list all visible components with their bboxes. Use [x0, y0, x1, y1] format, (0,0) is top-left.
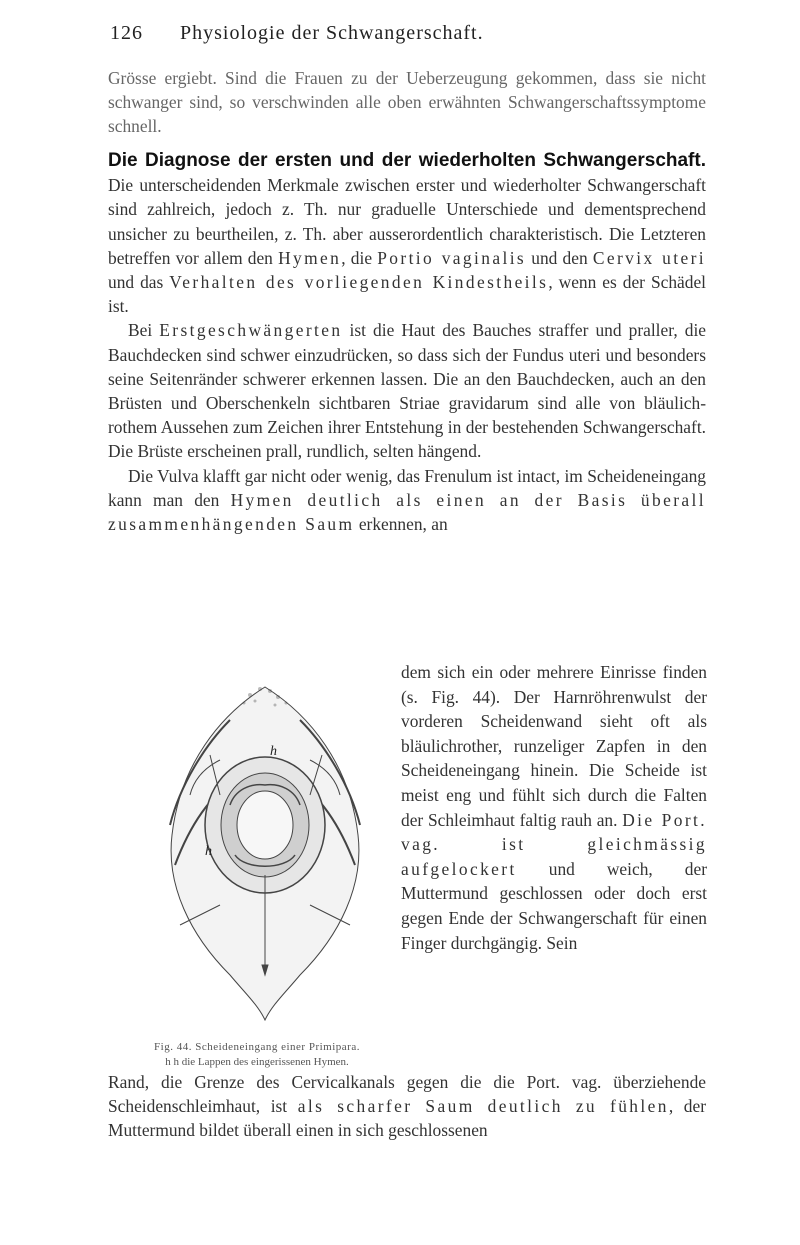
emphasis-hymen-saum: Hymen deutlich als einen an der Basis überall zusammenhängenden Saum [108, 489, 706, 535]
figure-label-right: h [270, 744, 277, 759]
text-run: und das [108, 272, 170, 293]
section-body [108, 148, 706, 536]
paragraph-1 [108, 148, 706, 318]
figure-side-text [401, 660, 707, 955]
figure-label-left: h [205, 844, 212, 859]
page-header [110, 22, 710, 52]
emphasis-scharfer-saum: als scharfer Saum deutlich zu fühlen [297, 1096, 669, 1117]
emphasis-cervix: Cervix uteri [592, 247, 707, 268]
figure-44 [150, 675, 380, 1035]
paragraph-3 [108, 464, 706, 537]
figure-caption [112, 1040, 402, 1070]
emphasis-port-vag: Die Port. vag. ist gleichmässig aufgelockert [401, 809, 707, 879]
paragraph-2 [108, 318, 706, 463]
text-run: und weich, der Muttermund geschlossen oder doch erst gegen Ende der Schwangerschaft für einen Finger durchgängig. Sein [401, 858, 707, 953]
emphasis-erstgeschwaengerten: Erstgeschwängerten [159, 320, 343, 341]
emphasis-hymen: Hymen [278, 247, 342, 268]
top-paragraph-block [108, 66, 706, 139]
text-run: , die [341, 247, 378, 268]
running-title: Physiologie der Schwangerschaft. [180, 22, 484, 44]
bottom-paragraph-block [108, 1070, 706, 1143]
caption-line-2: h h die Lappen des eingerissenen Hymen. [165, 1056, 349, 1068]
text-run: , wenn es der Schädel ist. [108, 272, 707, 317]
text-run: dem sich ein oder mehrere Einrisse finden (s. Fig. 44). Der Harnröhrenwulst der vorderen Scheidenwand sieht oft als bläulichrother, runzeliger Zapfen in den Scheideneingang hinein. Die Scheide ist meist eng und fühlt sich durch die Falten der Schleimhaut faltig rauh an. [401, 662, 707, 830]
text-run: ist die Haut des Bauches straffer und praller, die Bauchdecken sind schwer einzudrücken, so dass sich der Fundus uteri und besonders seine Seitenränder schwerer erkennen lassen. Die an den Bauchdecken, auch an den Brüsten und Oberschenkeln sichtbaren Striae gravidarum sind alle von bläulich-rothem Aussehen zum Zeichen ihrer Entstehung in der bestehenden Schwangerschaft. Die Brüste erscheinen prall, rundlich, selten hängend. [108, 320, 706, 462]
text-run: erkennen, an [354, 514, 448, 535]
top-paragraph: Grösse ergiebt. Sind die Frauen zu der Ueberzeugung gekommen, dass sie nicht schwanger sind, so verschwinden alle oben erwähnten Schwangerschaftssymptome schnell. [108, 68, 706, 137]
text-run: Die Vulva klafft gar nicht oder wenig, das Frenulum ist intact, im Scheideneingang kann man den [108, 465, 706, 510]
text-run: , der Muttermund bildet überall einen in sich geschlossenen [108, 1096, 706, 1141]
emphasis-portio: Portio vaginalis [377, 247, 527, 268]
text-run: Bei [128, 320, 160, 341]
page-number: 126 [110, 22, 143, 44]
text-run: Die unterscheidenden Merkmale zwischen erster und wiederholter Schwangerschaft sind zahlreich, jedoch z. Th. nur graduelle Unterschiede und dementsprechend unsicher zu beurtheilen, z. Th. aber ausserordentlich charakteristisch. Die Letzteren betreffen vor allem den [108, 175, 706, 268]
bottom-paragraph [108, 1070, 706, 1143]
text-run: Rand, die Grenze des Cervicalkanals gegen die die Port. vag. überziehende Scheidenschleimhaut, ist [108, 1072, 706, 1117]
section-title: Die Diagnose der ersten und der wiederholten Schwangerschaft. [108, 150, 706, 171]
text-run: und den [526, 247, 593, 268]
emphasis-verhalten: Verhalten des vorliegenden Kindestheils [169, 272, 549, 293]
figure-illustration [150, 675, 380, 1035]
caption-line-1: Fig. 44. Scheideneingang einer Primipara. [154, 1041, 360, 1053]
